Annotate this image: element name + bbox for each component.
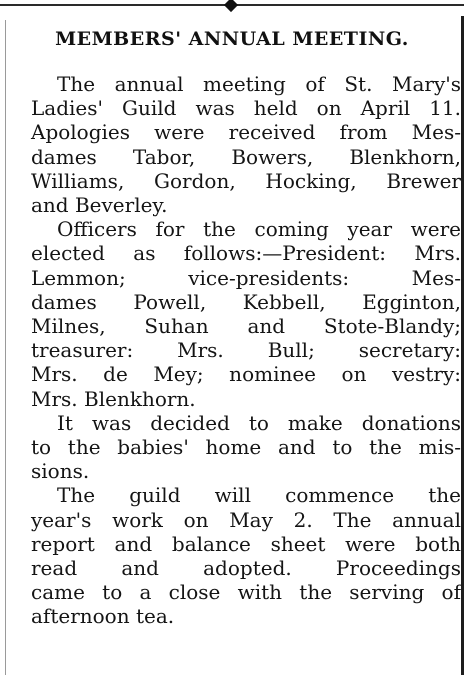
text-line: read and adopted. Proceedings	[31, 556, 461, 581]
paragraph-officers	[6, 217, 461, 411]
text-line: dames Tabor, Bowers, Blenkhorn,	[31, 144, 461, 169]
text-line: Ladies' Guild was held on April 11.	[31, 96, 461, 121]
text-line: Officers for the coming year were	[57, 217, 461, 242]
text-line: Apologies were received from Mes-	[31, 120, 461, 145]
paragraph-work-commence	[6, 483, 461, 628]
text-line: Milnes, Suhan and Stote-Blandy;	[31, 314, 461, 339]
text-line: The guild will commence the	[57, 483, 461, 508]
text-line: treasurer: Mrs. Bull; secretary:	[31, 338, 461, 363]
article-headline: MEMBERS' ANNUAL MEETING.	[55, 28, 409, 50]
text-line: afternoon tea.	[31, 604, 175, 629]
article-body	[6, 72, 461, 629]
text-line: year's work on May 2. The annual	[31, 507, 461, 532]
text-line: report and balance sheet were both	[31, 531, 461, 556]
rule-ornament	[224, 0, 238, 12]
text-line: The annual meeting of St. Mary's	[57, 72, 461, 96]
text-line: Mrs. de Mey; nominee on vestry:	[31, 362, 461, 387]
text-line: It was decided to make donations	[57, 410, 461, 435]
text-line: and Beverley.	[31, 193, 168, 218]
text-line: to the babies' home and to the mis-	[31, 435, 461, 460]
paragraph-apologies	[6, 72, 461, 217]
text-line: came to a close with the serving of	[31, 580, 461, 605]
text-line: elected as follows:—President: Mrs.	[31, 241, 461, 266]
paragraph-donations	[6, 411, 461, 484]
text-line: Lemmon; vice-presidents: Mes-	[31, 265, 461, 290]
text-line: sions.	[31, 459, 90, 484]
text-line: dames Powell, Kebbell, Egginton,	[31, 289, 461, 314]
text-line: Mrs. Blenkhorn.	[31, 386, 196, 411]
text-line: Williams, Gordon, Hocking, Brewer	[31, 168, 461, 193]
